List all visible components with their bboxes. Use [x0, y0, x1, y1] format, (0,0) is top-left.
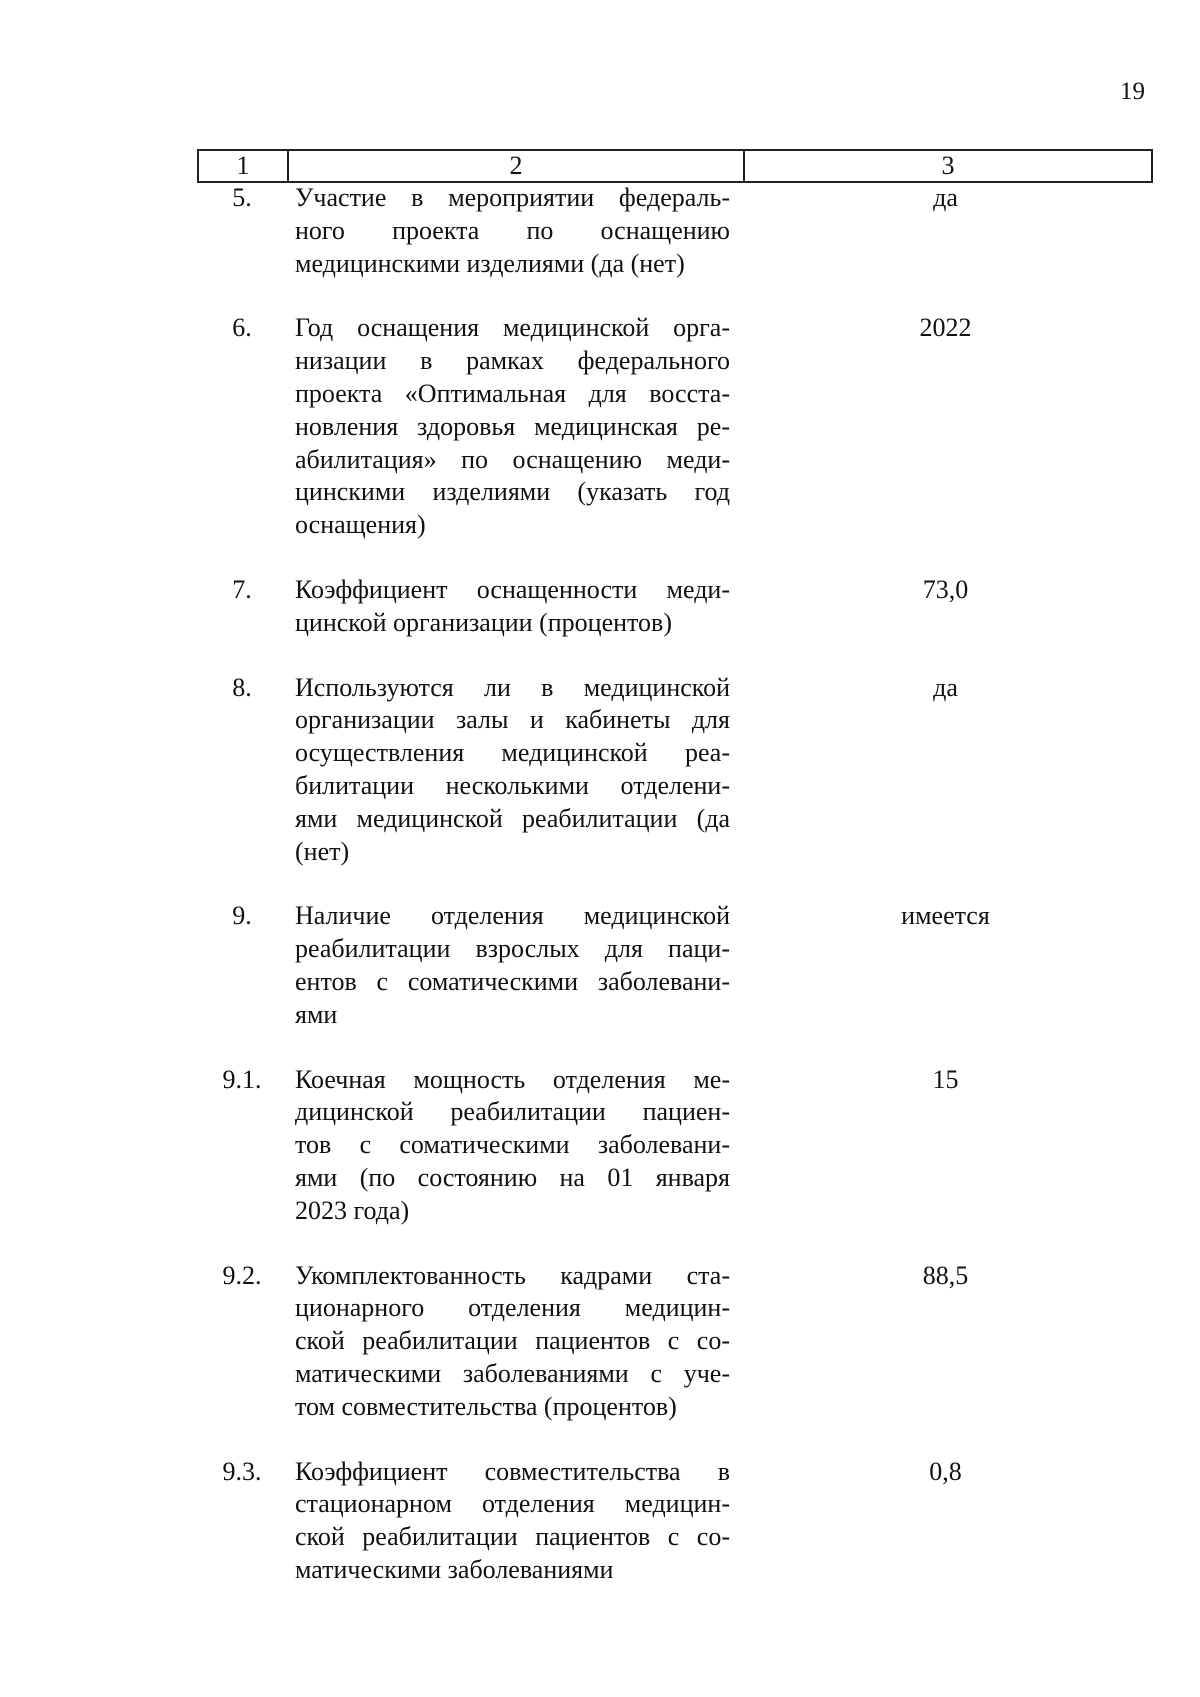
table-row: [197, 672, 1151, 869]
row-number: 8.: [232, 672, 252, 702]
description-line: абилитация» по оснащению меди-: [295, 444, 730, 474]
row-number: 7.: [232, 574, 252, 604]
description-line: новления здоровья медицинская ре-: [295, 411, 730, 441]
row-description: [295, 1064, 730, 1228]
description-line: тов с соматическими заболевани-: [295, 1130, 730, 1160]
table-row: [197, 182, 1151, 280]
description-line: Год оснащения медицинской орга-: [295, 313, 730, 343]
description-line: Наличие отделения медицинской: [295, 901, 730, 931]
row-description: [295, 672, 730, 869]
description-line: организации залы и кабинеты для: [295, 705, 730, 735]
description-line: (нет): [295, 836, 350, 866]
table-row: [197, 1456, 1151, 1587]
row-description: [295, 900, 730, 1031]
table-row: [197, 574, 1151, 640]
column-header-3: 3: [744, 150, 1152, 182]
description-line: матическими заболеваниями: [295, 1554, 614, 1584]
row-description: [295, 312, 730, 542]
row-value: 88,5: [922, 1260, 969, 1290]
table-row: [197, 312, 1151, 542]
column-header-2: 2: [288, 150, 744, 182]
row-description: [295, 574, 730, 640]
description-line: Коечная мощность отделения ме-: [295, 1064, 730, 1094]
row-value: имеется: [901, 901, 990, 931]
description-line: том совместительства (процентов): [295, 1391, 677, 1421]
description-line: медицинскими изделиями (да (нет): [295, 248, 685, 278]
column-header-1: 1: [198, 150, 288, 182]
row-number: 9.1.: [222, 1064, 262, 1094]
description-line: Используются ли в медицинской: [295, 672, 730, 702]
column-header-table: [197, 149, 1153, 183]
description-line: 2023 года): [295, 1195, 410, 1225]
description-line: ного проекта по оснащению: [295, 215, 730, 245]
row-value: да: [933, 183, 958, 212]
row-value: да: [933, 672, 958, 702]
description-line: ями: [295, 999, 338, 1029]
description-line: цинскими изделиями (указать год: [295, 477, 730, 507]
description-line: ской реабилитации пациентов с со-: [295, 1522, 730, 1552]
description-line: Коэффициент оснащенности меди-: [295, 574, 730, 604]
table-row: [197, 1064, 1151, 1228]
description-line: цинской организации (процентов): [295, 607, 672, 637]
description-line: Коэффициент совместительства в: [295, 1456, 730, 1486]
description-line: ями (по состоянию на 01 января: [295, 1162, 730, 1192]
description-line: ской реабилитации пациентов с со-: [295, 1326, 730, 1356]
description-line: ентов с соматическими заболевани-: [295, 966, 730, 996]
row-value: 73,0: [922, 574, 969, 604]
description-line: реабилитации взрослых для паци-: [295, 934, 730, 964]
description-line: ями медицинской реабилитации (да: [295, 803, 730, 833]
description-line: дицинской реабилитации пациен-: [295, 1097, 730, 1127]
description-line: билитации несколькими отделени-: [295, 770, 730, 800]
page-number: 19: [1120, 78, 1145, 105]
description-line: осуществления медицинской реа-: [295, 738, 730, 768]
column-header-row: [198, 150, 1152, 182]
row-number: 5.: [232, 183, 252, 212]
row-value: 15: [932, 1064, 959, 1094]
row-description: [295, 1456, 730, 1587]
table-row: [197, 1260, 1151, 1424]
description-line: оснащения): [295, 510, 426, 540]
description-line: матическими заболеваниями с уче-: [295, 1358, 730, 1388]
description-line: проекта «Оптимальная для восста-: [295, 378, 730, 408]
description-line: стационарном отделения медицин-: [295, 1489, 730, 1519]
row-description: [295, 182, 730, 280]
row-value: 0,8: [929, 1456, 962, 1486]
table-body: [197, 182, 1151, 1587]
row-number: 9.2.: [222, 1260, 262, 1290]
description-line: Участие в мероприятии федераль-: [295, 183, 730, 212]
description-line: Укомплектованность кадрами ста-: [295, 1260, 730, 1290]
row-value: 2022: [919, 313, 972, 343]
description-line: низации в рамках федерального: [295, 346, 730, 376]
row-number: 9.3.: [222, 1456, 262, 1486]
table-row: [197, 900, 1151, 1031]
description-line: ционарного отделения медицин-: [295, 1293, 730, 1323]
row-number: 6.: [232, 313, 252, 343]
row-description: [295, 1260, 730, 1424]
row-number: 9.: [232, 901, 252, 931]
